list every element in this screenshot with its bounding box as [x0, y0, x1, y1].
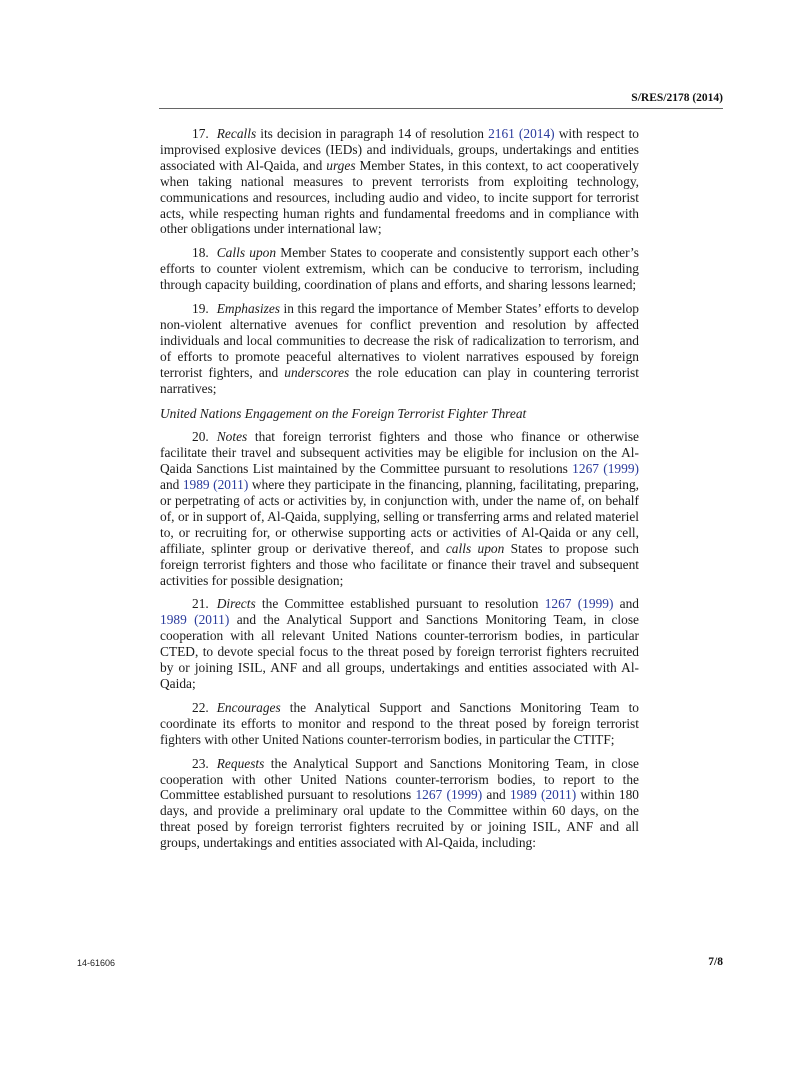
paragraph-number: 18.	[192, 245, 209, 261]
paragraph-number: 20.	[192, 429, 209, 445]
paragraph-text: the Analytical Support and Sanctions Monitoring Team, in close cooperation with other United Nations counter-terrorism bodies, to report to the Committee established pursuant to resolutions	[160, 755, 639, 803]
numbered-paragraph	[160, 429, 639, 588]
operative-verb: Encourages	[216, 699, 281, 715]
numbered-paragraph	[160, 596, 639, 691]
numbered-paragraph	[160, 301, 639, 396]
operative-verb: Calls upon	[216, 245, 277, 261]
document-symbol: S/RES/2178 (2014)	[631, 92, 723, 104]
paragraph-text: and	[160, 477, 183, 493]
operative-verb: Requests	[216, 755, 265, 771]
paragraph-text: where they participate in the financing, planning, facilitating, preparing, or perpetrating of acts or activities by, in conjunction with, under the name of, on behalf of, or in support of, Al-Qaida, supplying, selling or transferring arms and related materiel to, or recruiting for, or otherwise supporting acts or activities of Al-Qaida or any cell, affiliate, splinter group or derivative thereof, and	[160, 477, 639, 556]
operative-verb: Emphasizes	[216, 301, 280, 317]
page-number: 7/8	[708, 956, 723, 968]
paragraph-text: the Committee established pursuant to resolution	[255, 596, 545, 612]
operative-verb: Recalls	[216, 126, 257, 141]
paragraph-text: with respect to improvised explosive devices (IEDs) and individuals, groups, undertakings and entities associated with Al-Qaida, and	[160, 126, 639, 173]
paragraph-number: 17.	[192, 126, 209, 141]
paragraph-number: 22.	[192, 699, 209, 715]
operative-verb: calls upon	[445, 540, 505, 556]
paragraph-number: 19.	[192, 301, 209, 317]
resolution-link[interactable]: 1267 (1999)	[544, 596, 614, 612]
numbered-paragraph	[160, 756, 639, 851]
paragraph-number: 23.	[192, 755, 209, 771]
numbered-paragraph	[160, 700, 639, 748]
section-heading: United Nations Engagement on the Foreign Terrorist Fighter Threat	[160, 405, 527, 421]
resolution-link[interactable]: 2161 (2014)	[488, 126, 555, 141]
header-divider	[159, 108, 723, 109]
paragraph-text: the role education can play in countering terrorist narratives;	[160, 364, 639, 396]
paragraph-text: Member States, in this context, to act cooperatively when taking national measures to prevent terrorists from exploiting technology, communications and resources, including audio and video, to incite support for terrorist acts, while respecting human rights and fundamental freedoms and in compliance with other obligations under international law;	[160, 157, 639, 237]
operative-verb: Notes	[216, 429, 248, 445]
paragraph-text: within 180 days, and provide a preliminary oral update to the Committee within 60 days, on the threat posed by foreign terrorist fighters recruited by or joining ISIL, ANF and all groups, undertakings and entities associated with Al-Qaida, including:	[160, 787, 639, 851]
paragraph-text: and	[613, 596, 639, 612]
paragraph-text: its decision in paragraph 14 of resolution	[256, 126, 489, 141]
numbered-paragraph	[160, 245, 639, 293]
numbered-paragraph	[160, 126, 639, 237]
paragraph-text: States to propose such foreign terrorist fighters and those who facilitate or finance their travel and subsequent activities for possible designation;	[160, 540, 640, 588]
resolution-link[interactable]: 1989 (2011)	[182, 477, 249, 493]
paragraph-number: 21.	[192, 596, 209, 612]
resolution-link[interactable]: 1267 (1999)	[572, 461, 639, 477]
operative-verb: underscores	[284, 364, 350, 380]
document-code: 14-61606	[77, 958, 116, 968]
paragraph-text: and the Analytical Support and Sanctions Monitoring Team, in close cooperation with all relevant United Nations counter-terrorism bodies, in particular CTED, to devote special focus to the threat posed by foreign terrorist fighters recruited by or joining ISIL, ANF and all groups, undertakings and entities associated with Al-Qaida;	[160, 612, 639, 691]
paragraph-text: the Analytical Support and Sanctions Monitoring Team to coordinate its efforts to monitor and respond to the threat posed by foreign terrorist fighters with other United Nations counter-terrorism bodies, in particular the CTITF;	[160, 699, 639, 747]
resolution-link[interactable]: 1989 (2011)	[509, 787, 577, 803]
document-body	[160, 126, 639, 859]
operative-verb: Directs	[216, 596, 256, 612]
operative-verb: urges	[326, 157, 356, 173]
resolution-link[interactable]: 1989 (2011)	[160, 612, 230, 628]
paragraph-text: and	[482, 787, 510, 803]
paragraph-text: in this regard the importance of Member States’ efforts to develop non-violent alternative avenues for conflict prevention and resolution by affected individuals and local communities to decrease the risk of radicalization to terrorism, and of efforts to promote peaceful alternatives to violent narratives espoused by foreign terrorist fighters, and	[160, 301, 639, 380]
resolution-link[interactable]: 1267 (1999)	[415, 787, 483, 803]
paragraph-text: that foreign terrorist fighters and those who finance or otherwise facilitate their travel and subsequent activities may be eligible for inclusion on the Al-Qaida Sanctions List maintained by the Committee pursuant to resolutions	[160, 429, 639, 477]
paragraph-text: Member States to cooperate and consistently support each other’s efforts to counter violent extremism, which can be conducive to terrorism, including through capacity building, coordination of plans and efforts, and sharing lessons learned;	[160, 245, 639, 293]
